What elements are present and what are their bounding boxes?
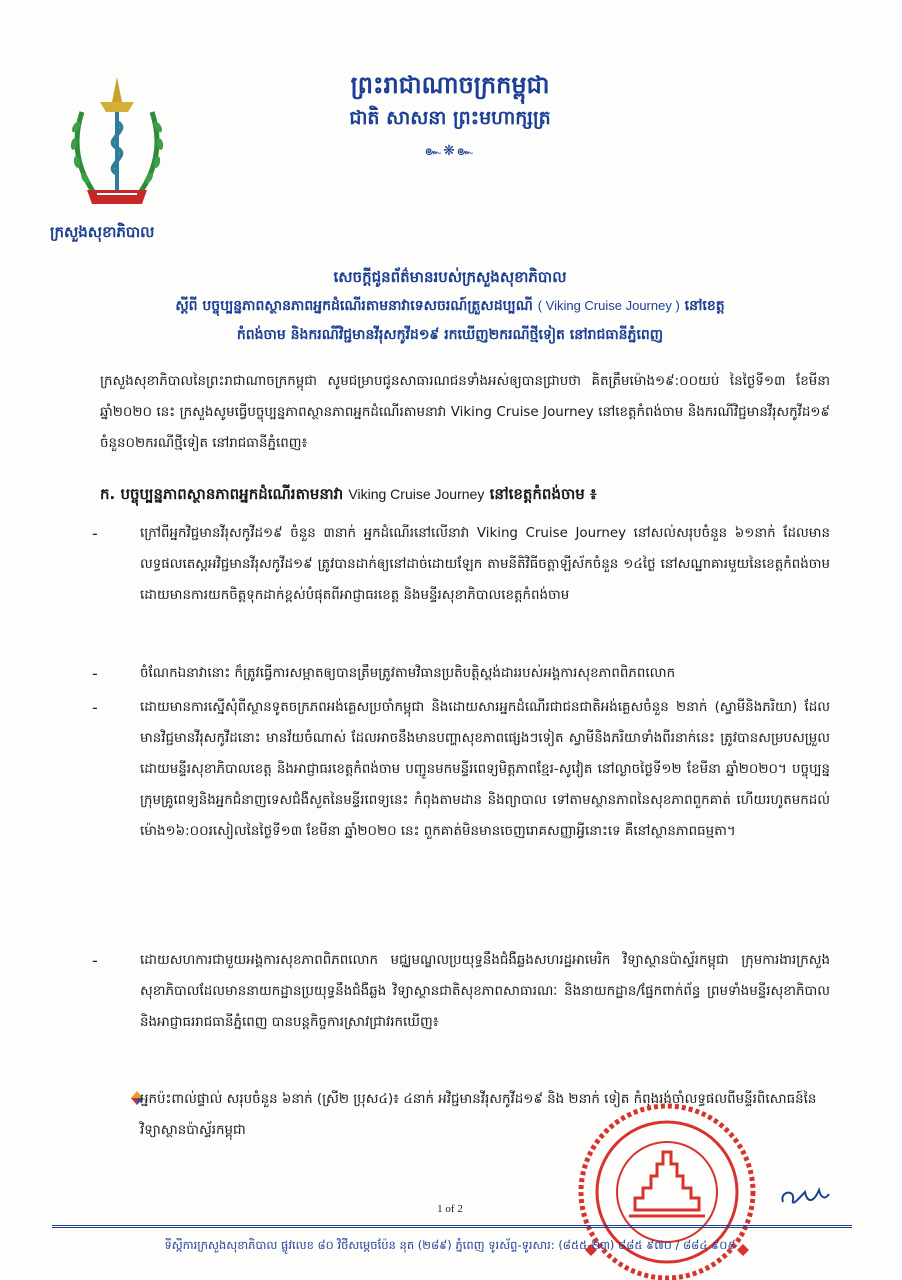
ministry-of-health-emblem-icon xyxy=(62,72,172,222)
signature-icon xyxy=(775,1182,835,1212)
press-release-subtitle-line-2: កំពង់ចាម និងករណីវិជ្ជមានវីរុសកូវីដ១៩ រកឃើញ២ករណីថ្មីទៀត នៅរាជធានីភ្នំពេញ xyxy=(236,327,664,343)
bullet-item-1: ក្រៅពីអ្នកវិជ្ជមានវីរុសកូវីដ១៩ ចំនួន ៣នាក់ អ្នកដំណើរនៅលើនាវា Viking Cruise Journey នៅសល់សរុបចំនួន ៦១នាក់ ដែលមានលទ្ធផលតេស្តអវិជ្ជមានវីរុសកូវីដ១៩ ត្រូវបានដាក់ឲ្យនៅដាច់ដោយឡែក តាមនីតិវិធីចត្តាឡីស័កចំនួន ១៤ថ្ងៃ នៅសណ្ឋាគារមួយនៃខេត្តកំពង់ចាម ដោយមានការយកចិត្តទុកដាក់ខ្ពស់បំផុតពីអាជ្ញាធរខេត្ត និងមន្ទីរសុខាភិបាលខេត្តកំពង់ចាម xyxy=(140,526,830,603)
kingdom-heading: ព្រះរាជាណាចក្រកម្ពុជា xyxy=(350,71,550,99)
intro-paragraph: ក្រសួងសុខាភិបាលនៃព្រះរាជាណាចក្រកម្ពុជា សូមជម្រាបជូនសាធារណជនទាំងអស់ឲ្យបានជ្រាបថា គិតត្រឹមម៉ោង១៩:០០យប់ នៃថ្ងៃទី១៣ ខែមីនា ឆ្នាំ២០២០ នេះ ក្រសួងសូមធ្វើបច្ចុប្បន្នភាពស្ថានភាពអ្នកដំណើរតាមនាវា Viking Cruise Journey នៅខេត្តកំពង់ចាម និងករណីវិជ្ជមានវីរុសកូវីដ១៩ ចំនួន០២ករណីថ្មីទៀត នៅរាជធានីភ្នំពេញ៖ xyxy=(100,374,830,451)
national-motto: ជាតិ សាសនា ព្រះមហាក្សត្រ xyxy=(349,107,551,129)
bullet-item-4: ដោយសហការជាមួយអង្គការសុខភាពពិភពលោក មជ្ឈមណ្ឌលប្រយុទ្ធនឹងជំងឺឆ្លងសហរដ្ឋអាមេរិក វិទ្យាស្ថានប៉ាស្ទ័រកម្ពុជា ក្រុមការងារក្រសួងសុខាភិបាលដែលមាននាយកដ្ឋានប្រយុទ្ធនឹងជំងឺឆ្លង វិទ្យាស្ថានជាតិសុខភាពសាធារណៈ និងនាយកដ្ឋាន/ផ្នែកពាក់ព័ន្ធ ព្រមទាំងមន្ទីរសុខាភិបាលនិងអាជ្ញាធររាជធានីភ្នំពេញ បានបន្តកិច្ចការស្រាវជ្រាវរកឃើញ៖ xyxy=(140,953,830,1030)
section-heading-khmer: ក. បច្ចុប្បន្នភាពស្ថានភាពអ្នកដំណើរតាមនាវា xyxy=(100,485,344,503)
subtitle-khmer-a: ស្តីពី បច្ចុប្បន្នភាពស្ថានភាពអ្នកដំណើរតាមនាវាទេសចរណ៍ត្រួសដប្បណី xyxy=(175,298,533,314)
footer-divider xyxy=(52,1225,852,1228)
bullet-dash-icon: - xyxy=(92,524,98,543)
bullet-dash-icon: - xyxy=(92,698,98,717)
subtitle-ship-name: ( Viking Cruise Journey ) xyxy=(537,298,680,313)
bullet-dash-icon: - xyxy=(92,664,98,683)
sub-bullet-item: អ្នកប៉ះពាល់ផ្ទាល់ សរុបចំនួន ៦នាក់ (ស្រី២ ប្រុស៤)៖ ៤នាក់ អវិជ្ជមានវីរុសកូវីដ១៩ និង ២នាក់ ទៀត កំពុងរង់ចាំលទ្ធផលពីមន្ទីរពិសោធន៍នៃវិទ្យាស្ថានប៉ាស្ទ័រកម្ពុជា xyxy=(140,1092,817,1138)
section-heading-ship: Viking Cruise Journey xyxy=(348,486,485,502)
bullet-item-2: ចំណែកឯនាវានោះ ក៏ត្រូវធ្វើការសម្អាតឲ្យបានត្រឹមត្រូវតាមវិធានប្រតិបត្តិស្តង់ដាររបស់អង្គការសុខភាពពិភពលោក xyxy=(140,666,676,681)
ministry-name: ក្រសួងសុខាភិបាល xyxy=(50,223,155,241)
page-number: 1 of 2 xyxy=(437,1203,463,1215)
footer-address: ទីស្តីការក្រសួងសុខាភិបាល ផ្លូវលេខ ៨០ វិថីសម្តេចប៉ែន នុត (២៨៩) ភ្នំពេញ ទូរស័ព្ទ-ទូរសារ: (៨៥៥-២៣) ៨៨៥ ៩៧០ / ៨៨៤ ៩០៩ xyxy=(164,1238,736,1252)
ornament-divider: ๛❋๛ xyxy=(424,143,476,159)
press-release-subtitle-line-1 xyxy=(40,296,860,316)
subtitle-khmer-b: នៅខេត្ត xyxy=(684,298,725,314)
section-heading-khmer-end: នៅខេត្តកំពង់ចាម ៖ xyxy=(489,485,597,503)
bullet-item-3: ដោយមានការស្នើសុំពីស្ថានទូតចក្រភពអង់គ្លេសប្រចាំកម្ពុជា និងដោយសារអ្នកដំណើរជាជនជាតិអង់គ្លេសចំនួន ២នាក់ (ស្វាមីនិងភរិយា) ដែលមានវិជ្ជមានវីរុសកូវីដនោះ មានវ័យចំណាស់ ដែលអាចនឹងមានបញ្ហាសុខភាពផ្សេងៗទៀត ស្វាមីនិងភរិយាទាំងពីរនាក់នេះ ត្រូវបានសម្របសម្រួលដោយមន្ទីរសុខាភិបាលខេត្ត និងអាជ្ញាធរខេត្តកំពង់ចាម បញ្ជូនមកមន្ទីរពេទ្យមិត្តភាពខ្មែរ-សូវៀត នៅល្ងាចថ្ងៃទី១២ ខែមីនា ឆ្នាំ២០២០។ បច្ចុប្បន្នក្រុមគ្រូពេទ្យនិងអ្នកជំនាញទេសជំងឺសួតនៃមន្ទីរពេទ្យនេះ កំពុងតាមដាន និងព្យាបាល ទៅតាមស្ថានភាពនៃសុខភាពពួកគាត់ ហើយរហូតមកដល់ម៉ោង១៦:០០រសៀលនៃថ្ងៃទី១៣ ខែមីនា ឆ្នាំ២០២០ នេះ ពួកគាត់មិនមានចេញរោគសញ្ញាអ្វីនោះទេ គឺនៅស្ថានភាពធម្មតា។ xyxy=(140,700,830,839)
section-heading xyxy=(100,480,830,508)
bullet-dash-icon: - xyxy=(92,951,98,970)
press-release-title: សេចក្តីជូនព័ត៌មានរបស់ក្រសួងសុខាភិបាល xyxy=(333,268,567,286)
